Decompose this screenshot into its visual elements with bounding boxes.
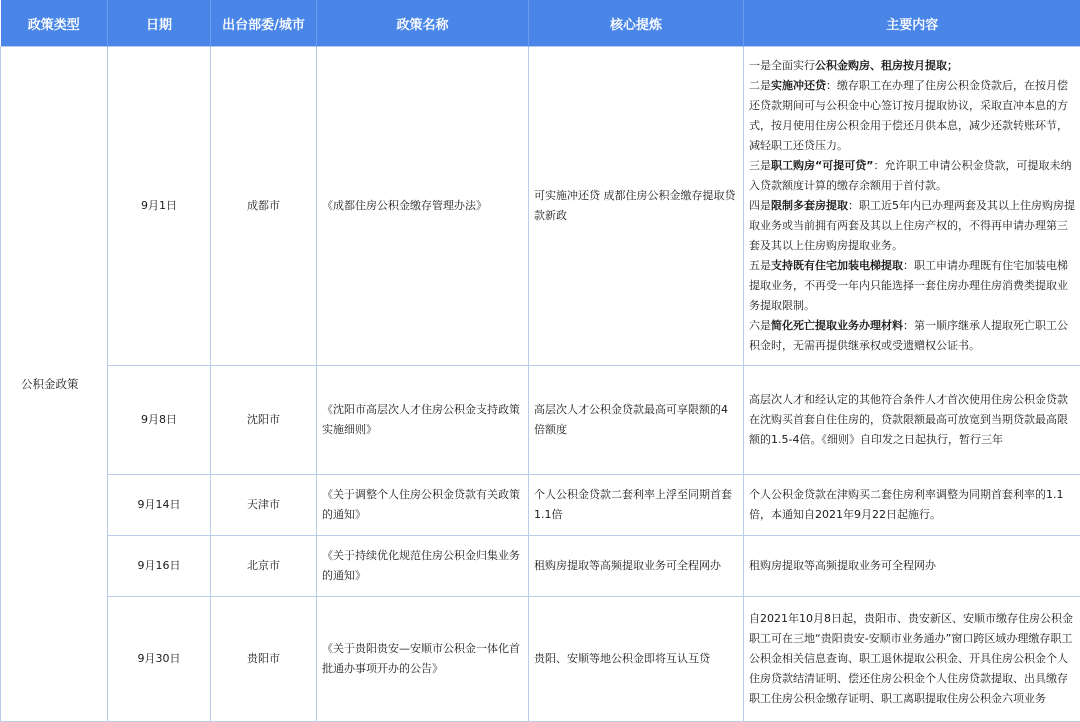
table-body (1, 47, 1080, 722)
policy-name-cell: 《关于持续优化规范住房公积金归集业务的通知》 (317, 536, 529, 597)
table-row (1, 536, 1080, 597)
header-row (1, 0, 1080, 47)
city-cell: 北京市 (211, 536, 317, 597)
policy-type-cell: 公积金政策 (1, 47, 108, 722)
city-cell: 贵阳市 (211, 597, 317, 722)
content-point-4: 四是限制多套房提取：职工近5年内已办理两套及其以上住房购房提取业务或当前拥有两套及其以上住房产权的，不得再申请办理第三套及其以上住房购房提取业务。 (749, 196, 1075, 256)
summary-cell: 高层次人才公积金贷款最高可享限额的4倍额度 (529, 366, 744, 475)
table-row (1, 47, 1080, 366)
content-point-5: 五是支持既有住宅加装电梯提取：职工申请办理既有住宅加装电梯提取业务，不再受一年内只能选择一套住房办理住房消费类提取业务提取限制。 (749, 256, 1075, 316)
city-cell: 天津市 (211, 475, 317, 536)
city-cell: 成都市 (211, 47, 317, 366)
content-point-6: 六是简化死亡提取业务办理材料：第一顺序继承人提取死亡职工公积金时，无需再提供继承权或受遗赠权公证书。 (749, 316, 1075, 356)
date-cell: 9月1日 (108, 47, 211, 366)
content-cell (744, 47, 1080, 366)
header-date: 日期 (108, 0, 211, 47)
header-core-summary: 核心提炼 (529, 0, 744, 47)
policy-name-cell: 《成都住房公积金缴存管理办法》 (317, 47, 529, 366)
content-point-3: 三是职工购房“可提可贷”：允许职工申请公积金贷款，可提取未纳入贷款额度计算的缴存余额用于首付款。 (749, 156, 1075, 196)
table-row (1, 475, 1080, 536)
content-point-2: 二是实施冲还贷：缴存职工在办理了住房公积金贷款后，在按月偿还贷款期间可与公积金中心签订按月提取协议，采取直冲本息的方式，按月使用住房公积金用于偿还月供本息，减少还款转账环节，减轻职工还贷压力。 (749, 76, 1075, 156)
header-policy-type: 政策类型 (1, 0, 108, 47)
policy-name-cell: 《关于调整个人住房公积金贷款有关政策的通知》 (317, 475, 529, 536)
table-row (1, 366, 1080, 475)
content-cell: 高层次人才和经认定的其他符合条件人才首次使用住房公积金贷款在沈购买首套自住住房的，贷款限额最高可放宽到当期贷款最高限额的1.5-4倍。《细则》自印发之日起执行，暂行三年 (744, 366, 1080, 475)
table-header (1, 0, 1080, 47)
table-row (1, 597, 1080, 722)
policy-name-cell: 《沈阳市高层次人才住房公积金支持政策实施细则》 (317, 366, 529, 475)
content-cell: 个人公积金贷款在津购买二套住房利率调整为同期首套利率的1.1倍，本通知自2021年9月22日起施行。 (744, 475, 1080, 536)
content-cell: 租购房提取等高频提取业务可全程网办 (744, 536, 1080, 597)
header-main-content: 主要内容 (744, 0, 1080, 47)
summary-cell: 可实施冲还贷 成都住房公积金缴存提取贷款新政 (529, 47, 744, 366)
content-point-1: 一是全面实行公积金购房、租房按月提取； (749, 56, 1075, 76)
policy-name-cell: 《关于贵阳贵安—安顺市公积金一体化首批通办事项开办的公告》 (317, 597, 529, 722)
date-cell: 9月16日 (108, 536, 211, 597)
date-cell: 9月8日 (108, 366, 211, 475)
date-cell: 9月14日 (108, 475, 211, 536)
date-cell: 9月30日 (108, 597, 211, 722)
summary-cell: 个人公积金贷款二套利率上浮至同期首套1.1倍 (529, 475, 744, 536)
header-dept-city: 出台部委/城市 (211, 0, 317, 47)
content-cell: 自2021年10月8日起，贵阳市、贵安新区、安顺市缴存住房公积金职工可在三地“贵阳贵安-安顺市业务通办”窗口跨区域办理缴存职工公积金相关信息查询、职工退休提取公积金、开具住房公积金个人住房贷款结清证明、偿还住房公积金个人住房贷款提取、出具缴存职工住房公积金缴存证明、职工离职提取住房公积金六项业务 (744, 597, 1080, 722)
city-cell: 沈阳市 (211, 366, 317, 475)
summary-cell: 贵阳、安顺等地公积金即将互认互贷 (529, 597, 744, 722)
header-policy-name: 政策名称 (317, 0, 529, 47)
summary-cell: 租购房提取等高频提取业务可全程网办 (529, 536, 744, 597)
